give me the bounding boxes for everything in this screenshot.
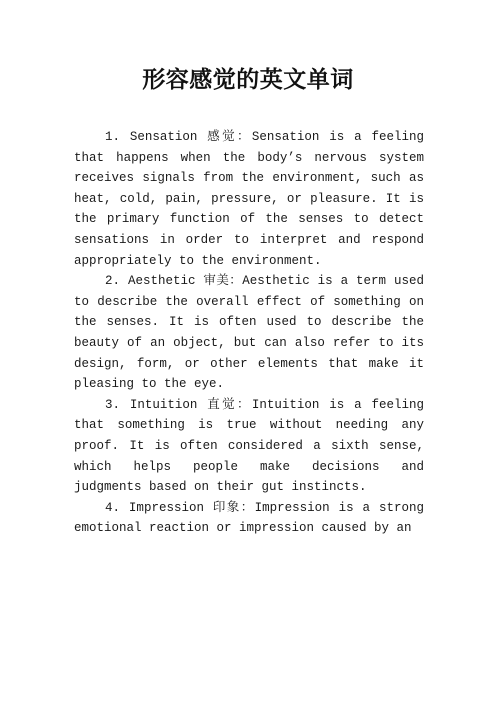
list-item-intuition: 3. Intuition 直觉：Intuition is a feeling that something is true without needing any proof. It is often considered a sixth sense, which helps people make decisions and judgments based on their gut instincts. <box>74 397 424 495</box>
list-item-impression: 4. Impression 印象：Impression is a strong emotional reaction or impression caused by an <box>74 500 424 536</box>
document-body <box>74 127 424 539</box>
page-title: 形容感觉的英文单词 <box>142 66 354 93</box>
list-item-sensation: 1. Sensation 感觉：Sensation is a feeling that happens when the body’s nervous system receives signals from the environment, such as heat, cold, pain, pressure, or pleasure. It is the primary function of the senses to detect sensations in order to interpret and respond appropriately to the environment. <box>74 130 424 268</box>
list-item-aesthetic: 2. Aesthetic 审美：Aesthetic is a term used to describe the overall effect of something on the senses. It is often used to describe the beauty of an object, but can also refer to its design, form, or other elements that make it pleasing to the eye. <box>74 274 424 392</box>
